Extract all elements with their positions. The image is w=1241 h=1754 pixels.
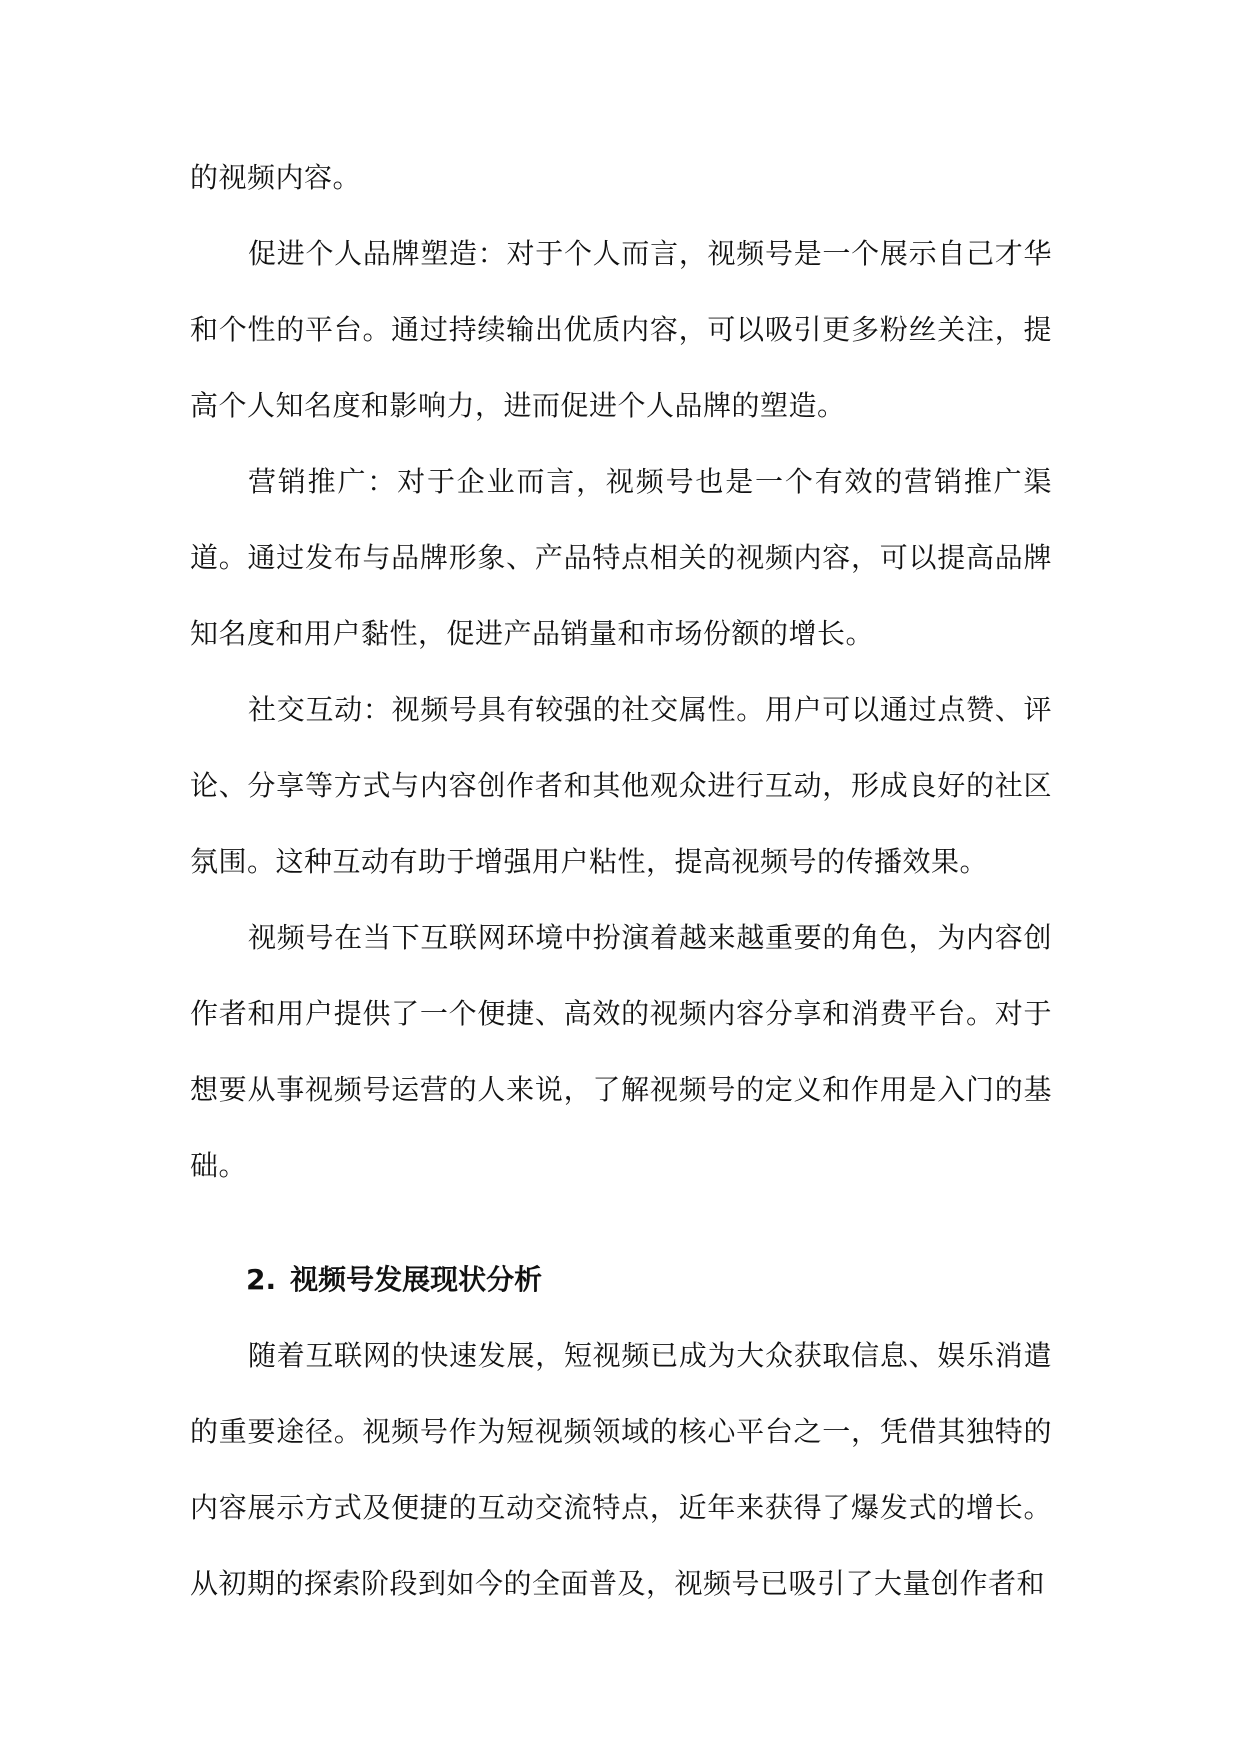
paragraph-continuation: 的视频内容。: [190, 161, 362, 194]
section-number: 2.: [246, 1263, 277, 1296]
section-title: 视频号发展现状分析: [290, 1263, 543, 1296]
paragraph-personal-brand: 促进个人品牌塑造：对于个人而言，视频号是一个展示自己才华和个性的平台。通过持续输出优质内容，可以吸引更多粉丝关注，提高个人知名度和影响力，进而促进个人品牌的塑造。: [190, 237, 1052, 422]
document-body: [190, 140, 1052, 1622]
paragraph-development-status: 随着互联网的快速发展，短视频已成为大众获取信息、娱乐消遣的重要途径。视频号作为短视频领域的核心平台之一，凭借其独特的内容展示方式及便捷的互动交流特点，近年来获得了爆发式的增长。从初期的探索阶段到如今的全面普及，视频号已吸引了大量创作者和: [190, 1339, 1052, 1600]
section-heading: [190, 1242, 1052, 1318]
paragraph-summary: 视频号在当下互联网环境中扮演着越来越重要的角色，为内容创作者和用户提供了一个便捷、高效的视频内容分享和消费平台。对于想要从事视频号运营的人来说，了解视频号的定义和作用是入门的基础。: [190, 921, 1052, 1182]
paragraph-social-interaction: 社交互动：视频号具有较强的社交属性。用户可以通过点赞、评论、分享等方式与内容创作者和其他观众进行互动，形成良好的社区氛围。这种互动有助于增强用户粘性，提高视频号的传播效果。: [190, 693, 1052, 878]
paragraph-marketing: 营销推广：对于企业而言，视频号也是一个有效的营销推广渠道。通过发布与品牌形象、产品特点相关的视频内容，可以提高品牌知名度和用户黏性，促进产品销量和市场份额的增长。: [190, 465, 1052, 650]
